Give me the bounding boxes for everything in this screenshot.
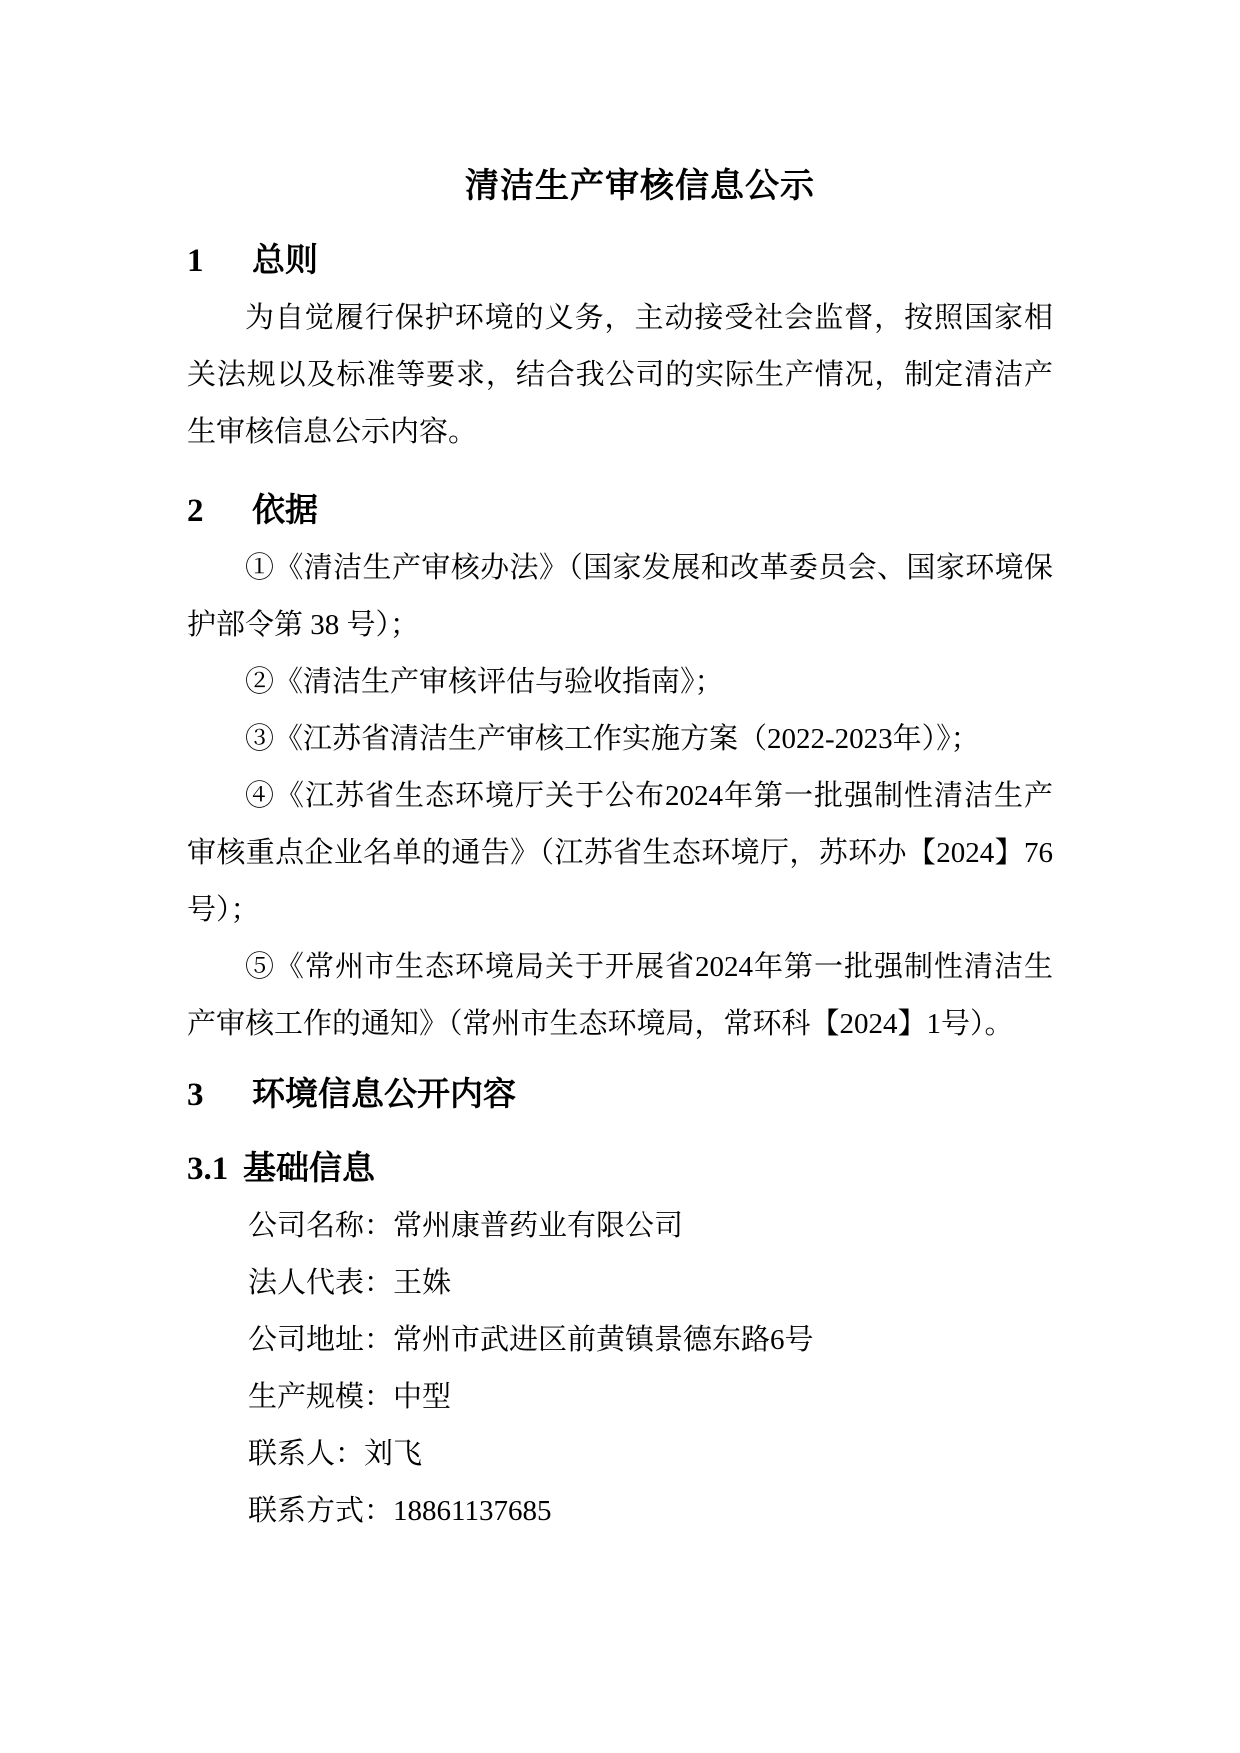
info-field-contact-phone xyxy=(187,1483,1053,1540)
info-value: 常州市武进区前黄镇景德东路6号 xyxy=(393,1324,814,1356)
basis-item-3: ③《江苏省清洁生产审核工作实施方案（2022-2023年）》； xyxy=(245,723,980,755)
info-label: 法人代表： xyxy=(248,1267,394,1299)
section-3-number: 3 xyxy=(187,1077,204,1113)
info-field-contact-person xyxy=(187,1426,1053,1483)
info-label: 公司地址： xyxy=(248,1324,394,1356)
basis-item-1: ①《清洁生产审核办法》（国家发展和改革委员会、国家环境保护部令第 38 号）； xyxy=(187,552,1053,641)
section-3-heading xyxy=(187,1067,1053,1124)
info-value: 中型 xyxy=(393,1381,452,1413)
section-3-title: 环境信息公开内容 xyxy=(252,1077,516,1113)
info-value: 刘飞 xyxy=(364,1438,423,1470)
section-2-title: 依据 xyxy=(252,493,318,529)
info-field-company-name xyxy=(187,1198,1053,1255)
section-3-1-number: 3.1 xyxy=(187,1151,229,1187)
section-3-1-heading xyxy=(187,1141,1053,1198)
section-1-heading xyxy=(187,233,1053,290)
section-2-heading xyxy=(187,483,1053,540)
section-1-paragraph: 为自觉履行保护环境的义务，主动接受社会监督，按照国家相关法规以及标准等要求，结合我公司的实际生产情况，制定清洁产生审核信息公示内容。 xyxy=(187,302,1053,448)
info-field-legal-representative xyxy=(187,1255,1053,1312)
info-label: 生产规模： xyxy=(248,1381,394,1413)
info-field-production-scale xyxy=(187,1369,1053,1426)
info-value: 18861137685 xyxy=(393,1495,552,1527)
document-title: 清洁生产审核信息公示 xyxy=(465,168,815,205)
section-1-number: 1 xyxy=(187,243,204,279)
section-2-number: 2 xyxy=(187,493,204,529)
info-field-company-address xyxy=(187,1312,1053,1369)
info-value: 常州康普药业有限公司 xyxy=(393,1210,684,1242)
basis-item-2: ②《清洁生产审核评估与验收指南》； xyxy=(245,666,724,698)
info-label: 联系方式： xyxy=(248,1495,394,1527)
basis-item-5: ⑤《常州市生态环境局关于开展省2024年第一批强制性清洁生产审核工作的通知》（常州市生态环境局，常环科【2024】1号）。 xyxy=(187,951,1053,1040)
info-label: 公司名称： xyxy=(248,1210,394,1242)
info-value: 王姝 xyxy=(393,1267,452,1299)
basis-item-4: ④《江苏省生态环境厅关于公布2024年第一批强制性清洁生产审核重点企业名单的通告》（江苏省生态环境厅，苏环办【2024】76号）； xyxy=(187,780,1053,926)
section-3-1-title: 基础信息 xyxy=(243,1151,375,1187)
section-1-title: 总则 xyxy=(252,243,318,279)
info-label: 联系人： xyxy=(248,1438,365,1470)
